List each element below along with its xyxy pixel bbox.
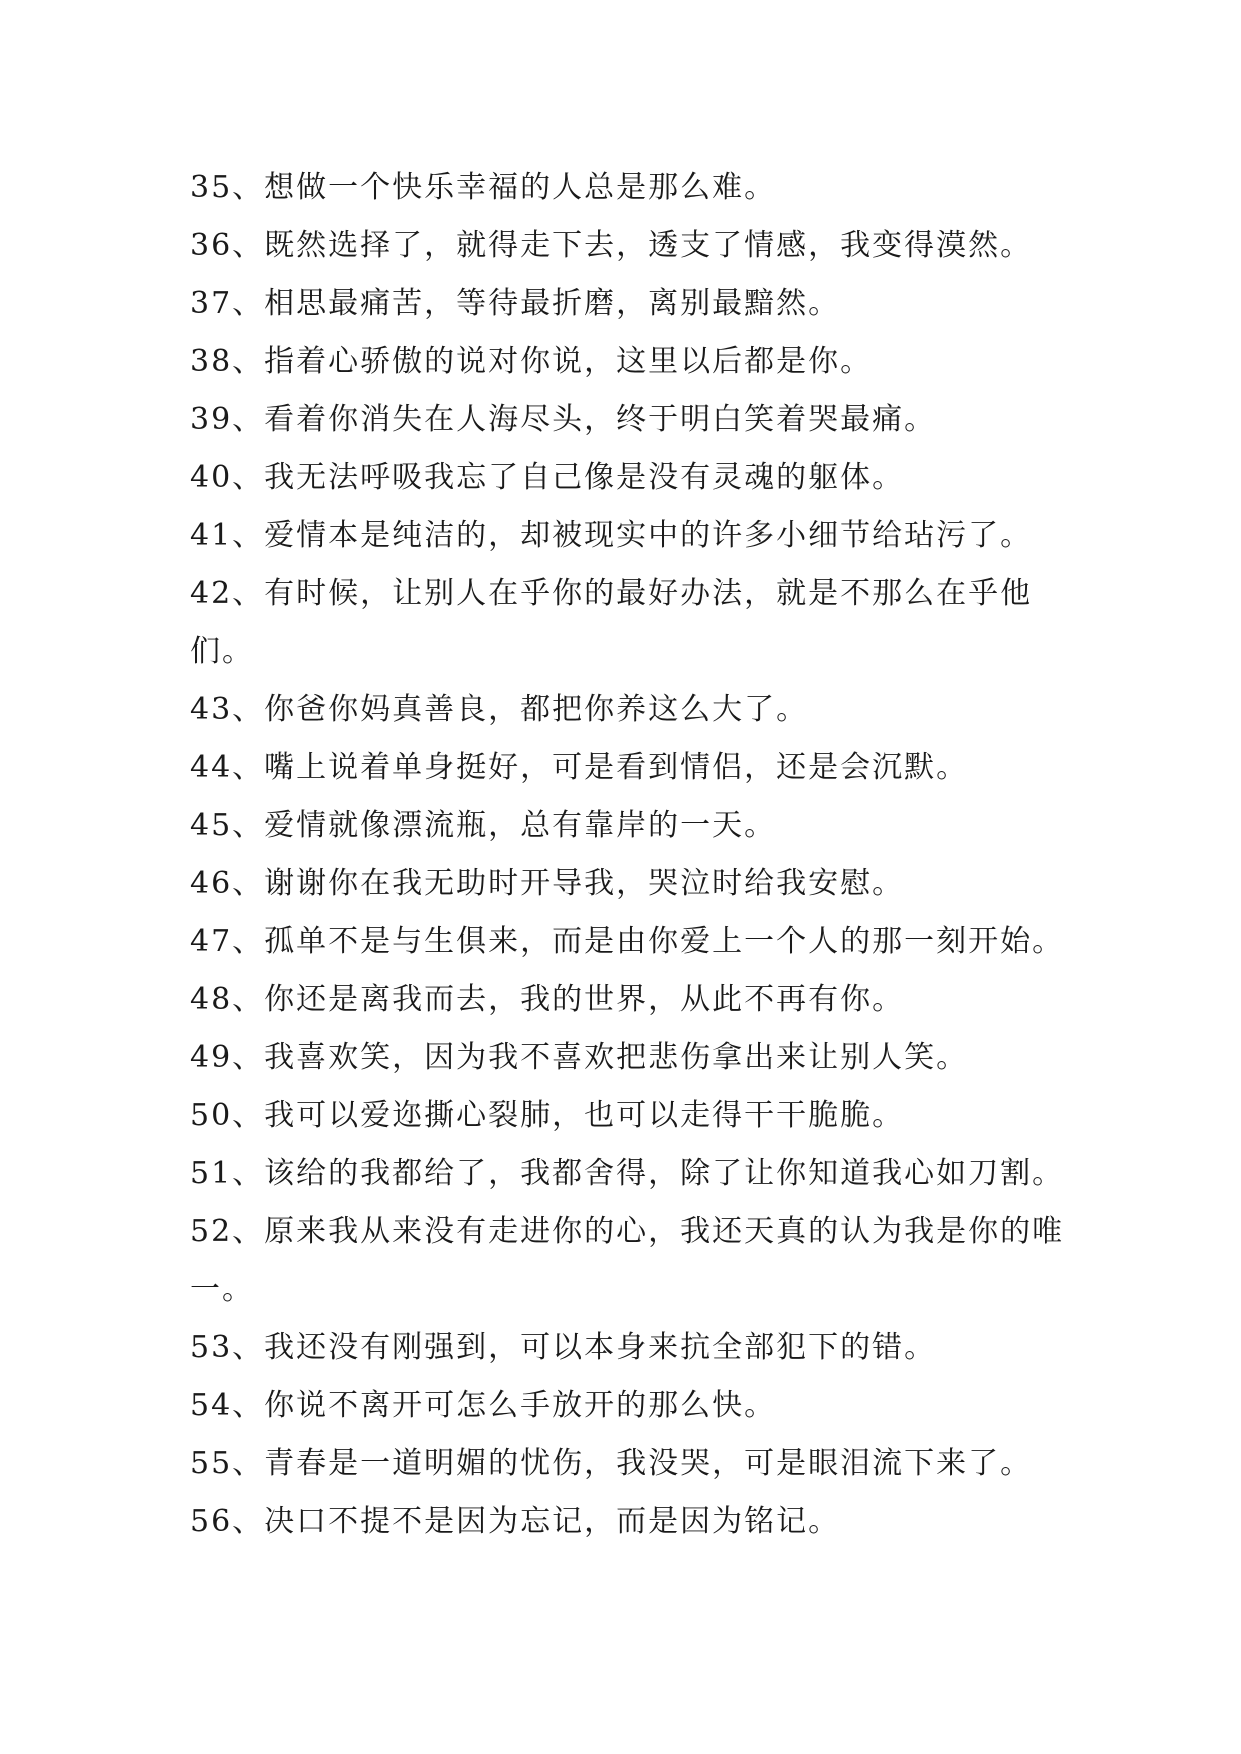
list-item: 42、有时候，让别人在乎你的最好办法，就是不那么在乎他们。 [190,576,1033,669]
list-item: 48、你还是离我而去，我的世界，从此不再有你。 [190,982,905,1017]
list-item: 39、看着你消失在人海尽头，终于明白笑着哭最痛。 [190,402,937,437]
list-item: 49、我喜欢笑，因为我不喜欢把悲伤拿出来让别人笑。 [190,1040,969,1075]
list-item: 38、指着心骄傲的说对你说，这里以后都是你。 [190,344,873,379]
list-item: 44、嘴上说着单身挺好，可是看到情侣，还是会沉默。 [190,750,969,785]
list-item: 36、既然选择了，就得走下去，透支了情感，我变得漠然。 [190,228,1033,263]
list-item: 41、爱情本是纯洁的，却被现实中的许多小细节给玷污了。 [190,518,1033,553]
list-item: 45、爱情就像漂流瓶，总有靠岸的一天。 [190,808,777,843]
list-item: 40、我无法呼吸我忘了自己像是没有灵魂的躯体。 [190,460,905,495]
list-item: 54、你说不离开可怎么手放开的那么快。 [190,1388,777,1423]
list-item: 51、该给的我都给了，我都舍得，除了让你知道我心如刀割。 [190,1156,1065,1191]
list-item: 52、原来我从来没有走进你的心，我还天真的认为我是你的唯一。 [190,1214,1065,1307]
list-item: 35、想做一个快乐幸福的人总是那么难。 [190,170,777,205]
list-item: 50、我可以爱迩撕心裂肺，也可以走得干干脆脆。 [190,1098,905,1133]
list-item: 37、相思最痛苦，等待最折磨，离别最黯然。 [190,286,841,321]
list-item: 56、决口不提不是因为忘记，而是因为铭记。 [190,1504,841,1539]
list-item: 53、我还没有刚强到，可以本身来抗全部犯下的错。 [190,1330,937,1365]
list-item: 47、孤单不是与生俱来，而是由你爱上一个人的那一刻开始。 [190,924,1065,959]
list-item: 55、青春是一道明媚的忧伤，我没哭，可是眼泪流下来了。 [190,1446,1033,1481]
quote-list [190,159,1090,1551]
list-item: 43、你爸你妈真善良，都把你养这么大了。 [190,692,809,727]
list-item: 46、谢谢你在我无助时开导我，哭泣时给我安慰。 [190,866,905,901]
